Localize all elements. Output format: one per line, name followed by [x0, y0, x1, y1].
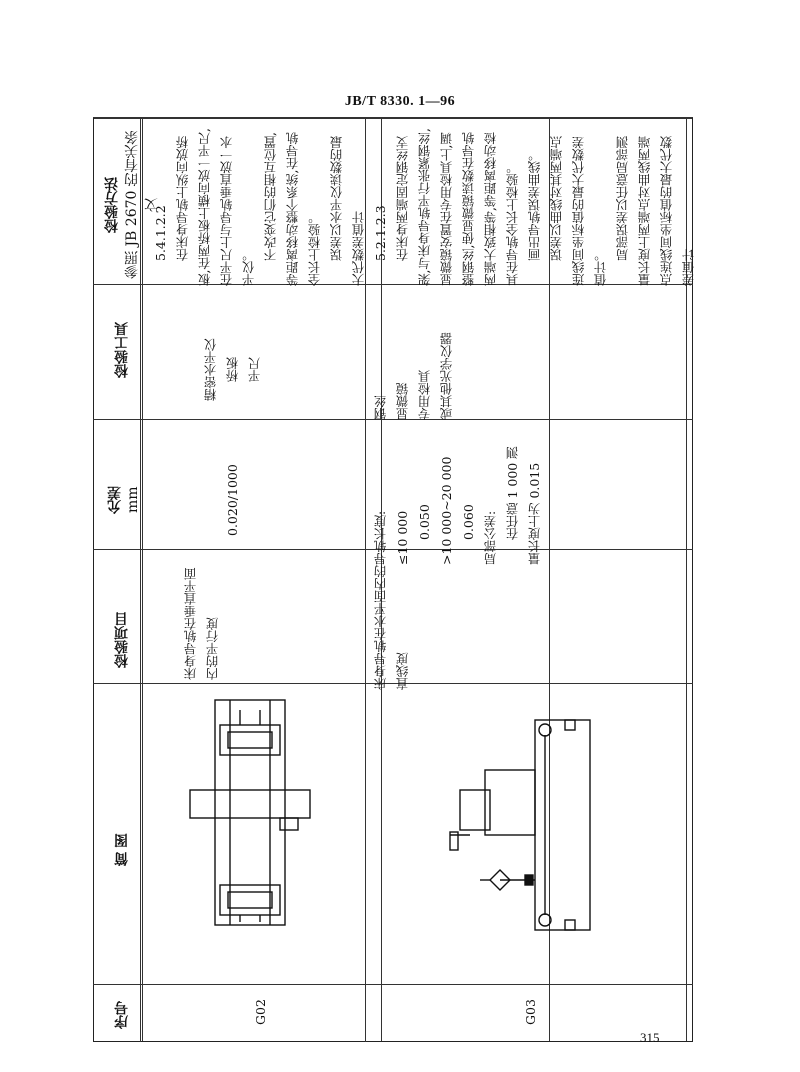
g03-tools: 钢丝 显微镜 专用检具 或其他光学仪器 [373, 332, 454, 420]
g03-tolerance: 导轨长度: ≤10 000 0.050 >10 000~20 000 0.060 局部公差: 在任意 1 000 测量长度上为 0.015 [373, 446, 542, 565]
header-seq: 序号 [114, 1001, 130, 1029]
page-number: 315 [640, 1030, 660, 1045]
border-diagram-seq [93, 984, 693, 985]
g02-diagram [180, 690, 320, 940]
g03-method: 5.2.1.2.3 在床身两端固定钢丝支架,与床身导轨平行张紧钢丝,显微镜安置在专用检具上,调整钢丝,使显微镜读数在导轨两端大致相等,等距离移动检具在导轨全长上检验。 画出导轨误差曲线。 误差以曲线对其两端点连线间坐标值的最大代数差值计。 局部误差以任意局部测量长度上两端点对曲线两端点连线间坐标值的最大代数差值计 [373, 128, 696, 286]
header-item: 检验项目 [114, 612, 130, 668]
g03-item: 床身导轨在水平面内的直线度 [373, 565, 410, 690]
g03-diagram [440, 710, 600, 950]
border-top [93, 117, 693, 118]
header-method: 检验方法 参照 JB 2670 的有关条文 [104, 130, 160, 280]
header-diagram: 简 图 [114, 833, 130, 867]
header-tolerance: 允差 mm [107, 486, 141, 514]
header-tool: 检验工具 [114, 322, 130, 378]
g02-seq: G02 [253, 999, 268, 1025]
g03-seq: G03 [523, 999, 538, 1025]
g02-item: 床身导轨在垂直平面内的平行度 [183, 567, 220, 680]
document-header: JB/T 8330. 1—96 [344, 94, 456, 109]
g02-tools: 精密水平仪 桥板 平尺 [203, 338, 262, 402]
g02-tolerance: 0.020/1000 [225, 464, 240, 536]
g02-method: 5.4.1.2.2 在床身导轨上纵向放桥板,在两桥板上横向放一平尺,在平尺上与导轨垂直放一水平仪。 不改变它们的相互位置,等距离移动整个系统,在导轨全长上检验。 误差以水平仪读数的最大代数差值计 [153, 128, 366, 286]
